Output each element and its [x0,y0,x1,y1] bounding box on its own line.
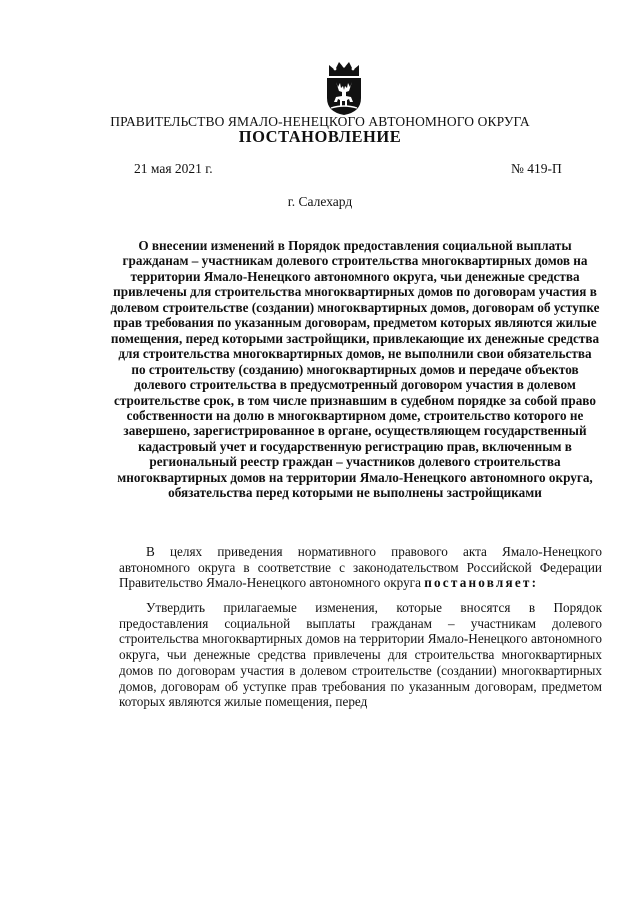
document-number: № 419-П [511,161,562,176]
coat-of-arms-emblem [323,60,365,116]
resolves-emphasis: постановляет: [424,575,539,591]
resolution-paragraph: Утвердить прилагаемые изменения, которые вносятся в Порядок предоставления социальной выплаты гражданам – участникам долевого строительства многоквартирных домов на территории Ямало-Ненецкого автономного округа, чьи денежные средства привлечены для строительства многоквартирных домов по договорам участия в долевом строительстве (создании) многоквартирных домов, договорам об уступке прав требования по указанным договорам, предметом которых являются жилые помещения, перед [119,600,602,710]
preamble-paragraph [119,544,602,591]
government-name: ПРАВИТЕЛЬСТВО ЯМАЛО-НЕНЕЦКОГО АВТОНОМНОГО ОКРУГА [110,114,530,129]
document-city: г. Салехард [287,194,353,209]
document-type: ПОСТАНОВЛЕНИЕ [238,127,402,146]
document-title: О внесении изменений в Порядок предоставления социальной выплаты гражданам – участникам долевого строительства многоквартирных домов на территории Ямало-Ненецкого автономного округа, чьи денежные средства привлечены для строительства многоквартирных домов по договорам участия в долевом строительстве (создании) многоквартирных домов, договорам об уступке прав требования по указанным договорам, предметом которых являются жилые помещения, перед которыми застройщики, привлекающие их денежные средства для строительства многоквартирных домов, не выполнили свои обязательства по строительству (созданию) многоквартирных домов и передаче объектов долевого строительства в предусмотренный договором участия в долевом строительстве срок, в том числе признавшим в судебном порядке за собой право собственности на долю в многоквартирном доме, строительство которого не завершено, зарегистрированное в органе, осуществляющем государственный кадастровый учет и государственную регистрацию прав, включенным в региональный реестр граждан – участников долевого строительства многоквартирных домов на территории Ямало-Ненецкого автономного округа, обязательства перед которыми не выполнены застройщиками [110,238,600,501]
preamble-text: В целях приведения нормативного правового акта Ямало-Ненецкого автономного округа в соответствие с законодательством Российской Федерации Правительство Ямало-Ненецкого автономного округа [119,544,602,591]
document-date: 21 мая 2021 г. [134,161,213,176]
